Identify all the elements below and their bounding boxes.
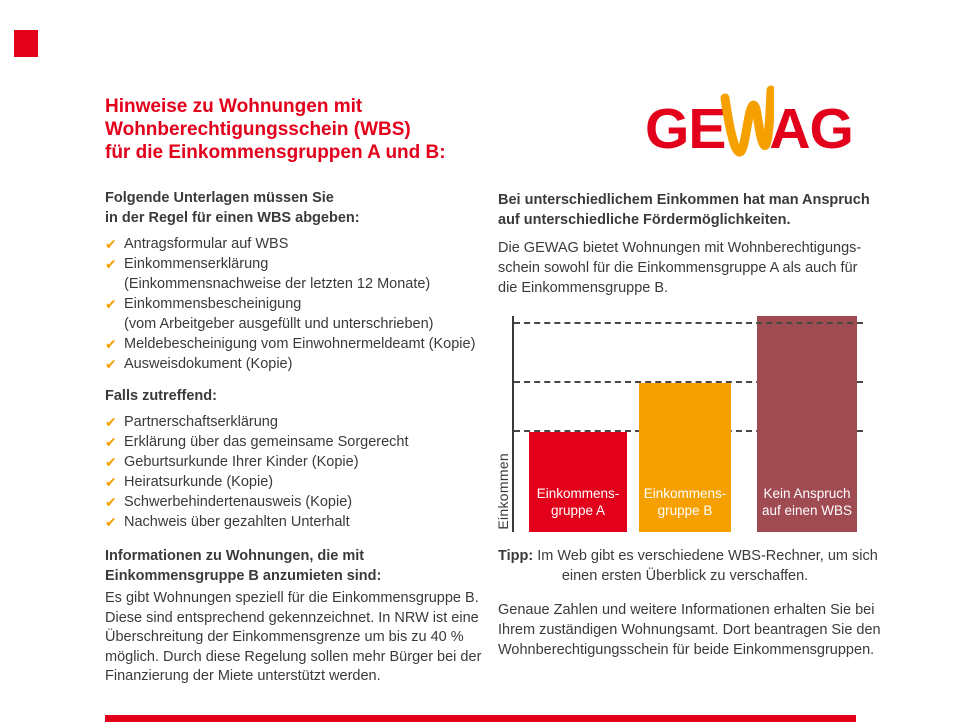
left-column: [105, 95, 505, 687]
required-docs-heading: [105, 188, 505, 228]
group-b-info-paragraph: [105, 589, 505, 687]
intro-paragraph: [498, 238, 883, 298]
list-item-text: Meldebescheinigung vom Einwohnermeldeamt (Kopie): [124, 336, 476, 352]
bar-label-line: Einkommens-: [643, 486, 727, 501]
bar-label-line: gruppe B: [657, 503, 713, 518]
bar-label-line: Kein Anspruch: [763, 486, 851, 501]
gewag-logo: [645, 84, 853, 161]
page-title: [105, 95, 505, 164]
check-icon: ✔: [105, 514, 117, 530]
paragraph-line: Diese sind entsprechend gekennzeichnet. In NRW ist eine: [105, 609, 479, 626]
logo-text-right: AG: [769, 97, 853, 161]
list-item: [105, 412, 505, 432]
tip-text: Im Web gibt es verschiedene WBS-Rechner, um sich: [537, 548, 878, 564]
check-icon: ✔: [105, 474, 117, 490]
heading-line: auf unterschiedliche Fördermöglichkeiten.: [498, 212, 791, 228]
outro-paragraph: [498, 600, 883, 660]
right-column: [495, 190, 883, 660]
check-icon: ✔: [105, 494, 117, 510]
tip-paragraph: [498, 546, 878, 586]
paragraph-line: Überschreitung der Einkommensgrenze um bis zu 40 %: [105, 629, 464, 645]
bar-group-b: [639, 383, 731, 532]
check-icon: ✔: [105, 454, 117, 470]
paragraph-line: Genaue Zahlen und weitere Informationen erhalten Sie bei: [498, 602, 875, 618]
tip-line: [498, 546, 878, 566]
page-title-line: Hinweise zu Wohnungen mit: [105, 96, 363, 117]
bar-no-entitlement: [757, 316, 857, 532]
check-icon: ✔: [105, 256, 117, 272]
paragraph-line: möglich. Durch diese Regelung sollen mehr Bürger bei der: [105, 648, 482, 665]
heading-line: Informationen zu Wohnungen, die mit: [105, 548, 365, 564]
check-icon: ✔: [105, 236, 117, 252]
paragraph-line: Wohnberechtigungsschein für beide Einkommensgruppen.: [498, 642, 875, 658]
logo-text-left: GE: [645, 97, 726, 161]
if-applicable-heading: Falls zutreffend:: [105, 388, 217, 404]
check-icon: ✔: [105, 296, 117, 312]
heading-line: in der Regel für einen WBS abgeben:: [105, 210, 360, 226]
list-item: [105, 334, 505, 354]
list-item-text: Partnerschaftserklärung: [124, 414, 278, 430]
corner-red-square: [14, 30, 38, 57]
list-item: [105, 452, 505, 472]
list-item-text: Heiratsurkunde (Kopie): [124, 474, 274, 490]
heading-line: Bei unterschiedlichem Einkommen hat man Anspruch: [498, 192, 870, 208]
list-item-text: Erklärung über das gemeinsame Sorgerecht: [124, 434, 409, 450]
if-applicable-list: [105, 412, 505, 532]
list-item: [105, 432, 505, 452]
list-item: [105, 254, 505, 274]
list-item: [105, 492, 505, 512]
required-docs-list: [105, 234, 505, 374]
page-title-line: für die Einkommensgruppen A und B:: [105, 142, 446, 163]
list-item-text: Antragsformular auf WBS: [124, 236, 289, 252]
list-item: [105, 512, 505, 532]
tip-line: einen ersten Überblick zu verschaffen.: [561, 568, 809, 584]
list-item-text: Ausweisdokument (Kopie): [124, 356, 293, 372]
chart-plot-area: [512, 316, 863, 532]
paragraph-line: Ihrem zuständigen Wohnungsamt. Dort beantragen Sie den: [498, 622, 881, 638]
check-icon: ✔: [105, 434, 117, 450]
list-item-subtext: (Einkommensnachweise der letzten 12 Monate): [124, 276, 431, 292]
income-bar-chart: [495, 314, 863, 534]
list-item: [105, 234, 505, 254]
list-item-text: Geburtsurkunde Ihrer Kinder (Kopie): [124, 454, 359, 470]
bar-label-line: gruppe A: [550, 503, 606, 518]
check-icon: ✔: [105, 336, 117, 352]
list-item: [105, 294, 505, 314]
page-title-line: Wohnberechtigungsschein (WBS): [105, 119, 411, 140]
list-item-text: Schwerbehindertenausweis (Kopie): [124, 494, 353, 510]
paragraph-line: Es gibt Wohnungen speziell für die Einkommensgruppe B.: [105, 590, 479, 606]
heading-line: Einkommensgruppe B anzumieten sind:: [105, 568, 382, 584]
list-item: [105, 472, 505, 492]
paragraph-line: Die GEWAG bietet Wohnungen mit Wohnberechtigungs-: [498, 240, 862, 256]
paragraph-line: Finanzierung der Miete unterstützt werden.: [105, 668, 381, 684]
list-item-subtext: (vom Arbeitgeber ausgefüllt und unterschrieben): [124, 316, 434, 332]
list-item-text: Einkommenserklärung: [124, 256, 269, 272]
gewag-logo-w-icon: [720, 84, 774, 160]
dashed-gridline: [514, 322, 863, 324]
paragraph-line: schein sowohl für die Einkommensgruppe A als auch für: [498, 260, 858, 276]
income-heading: [498, 190, 883, 230]
list-item-text: Nachweis über gezahlten Unterhalt: [124, 514, 350, 530]
check-icon: ✔: [105, 414, 117, 430]
paragraph-line: die Einkommensgruppe B.: [498, 280, 669, 296]
heading-line: Folgende Unterlagen müssen Sie: [105, 190, 334, 206]
list-item-text: Einkommensbescheinigung: [124, 296, 302, 312]
bottom-red-bar: [105, 715, 856, 722]
bar-group-a: [529, 432, 627, 532]
check-icon: ✔: [105, 356, 117, 372]
y-axis-label: Einkommen: [495, 453, 511, 530]
bar-label-line: auf einen WBS: [761, 503, 853, 518]
group-b-info-heading: [105, 546, 505, 586]
bar-label-line: Einkommens-: [536, 486, 620, 501]
list-item: [105, 354, 505, 374]
tip-label: Tipp:: [498, 548, 534, 564]
